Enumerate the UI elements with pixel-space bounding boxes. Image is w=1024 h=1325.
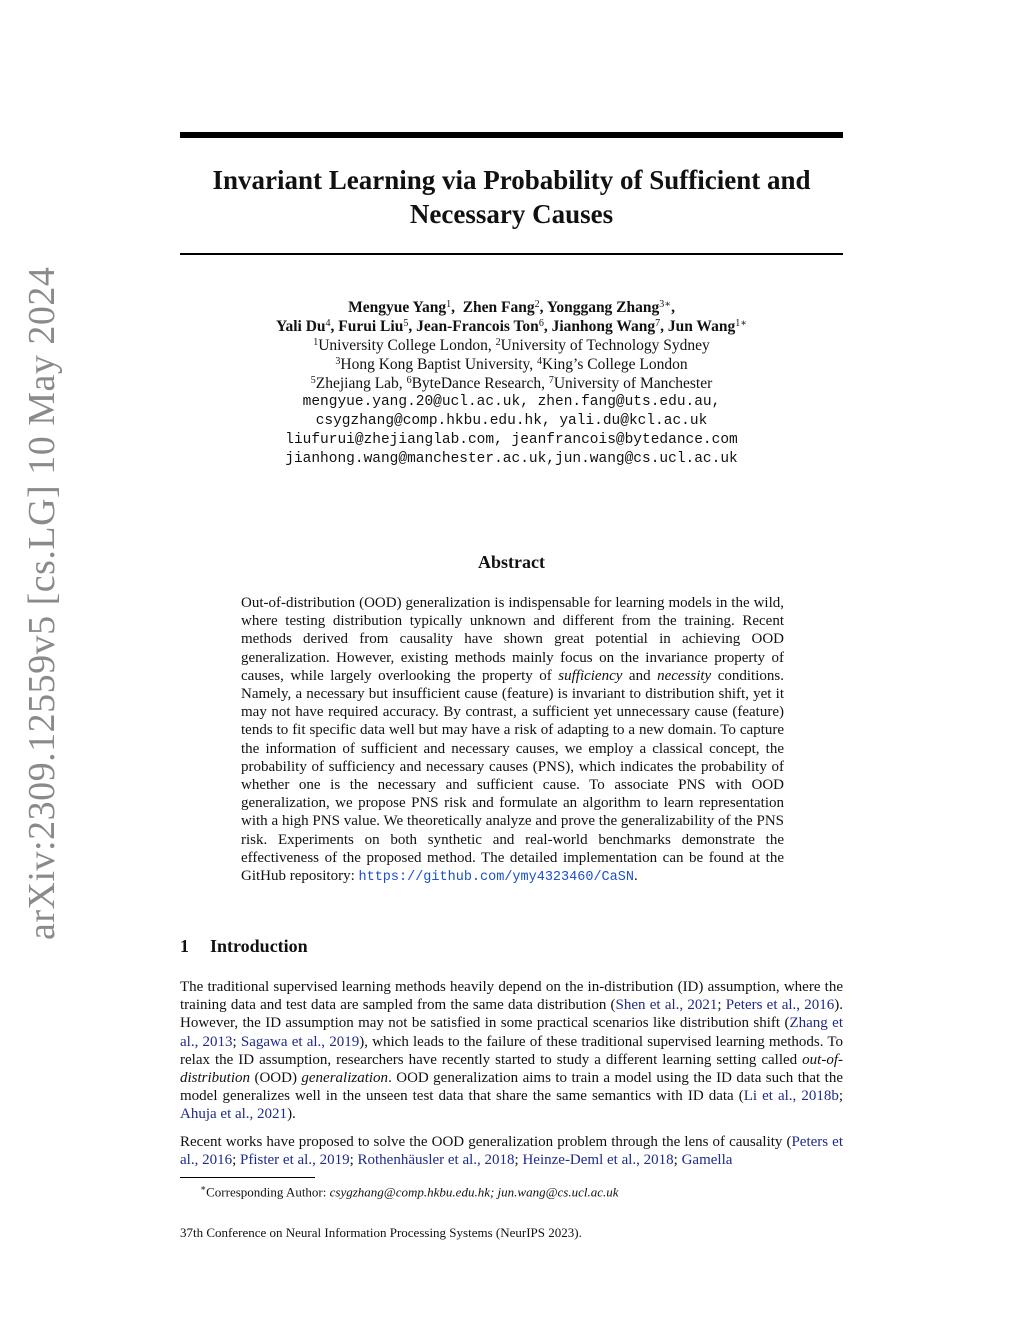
paragraph-text: The traditional supervised learning methods heavily depend on the in-distribution (ID) assumption, where the training data and test data are sampled from the same data distribution ( [180,979,843,1014]
citation-link[interactable]: Sagawa et al., 2019 [240,1033,360,1050]
title-line-2: Necessary Causes [409,199,614,229]
affiliation: ByteDance Research, [411,375,549,392]
email-line-3: liufurui@zhejianglab.com, jeanfrancois@bytedance.com [285,432,738,448]
author-name: Jianhong Wang [551,318,656,335]
arxiv-stamp: arXiv:2309.12559v5 [cs.LG] 10 May 2024 [21,266,63,940]
author-sup: 7 [655,318,661,329]
email-line-4: jianhong.wang@manchester.ac.uk,jun.wang@cs.ucl.ac.uk [285,451,738,467]
citation-link[interactable]: Pfister et al., 2019 [240,1152,350,1169]
author-name: Jean-Francois Ton [416,318,539,335]
citation-separator: ; [838,1088,843,1105]
author-line-2: Yali Du$^4$, Furui Liu$^5$, Jean-Francois Ton$^6$, Jianhong Wang$^7$, Jun Wang$^{1∗}$ [276,318,747,335]
author-name: Yali Du [276,318,326,335]
author-name: Jun Wang [667,318,736,335]
author-sup: 1∗ [735,318,747,329]
title-top-rule [180,132,843,138]
abstract-emphasis: necessity [657,667,712,684]
author-sup: 1 [446,299,452,310]
email-line-1: mengyue.yang.20@ucl.ac.uk, zhen.fang@uts.edu.au, [302,394,721,410]
affil-sup: 4 [537,356,543,367]
citation-link[interactable]: Rothenhäusler et al., 2018 [357,1152,515,1169]
affiliation: University College London, [318,337,496,354]
affiliation: Zhejiang Lab, [315,375,407,392]
citation-separator: ; [349,1152,358,1169]
affil-sup: 5 [310,375,316,386]
paragraph-emphasis: out-of-distribution [180,1051,843,1087]
affiliation-line-1 [180,336,843,355]
abstract-emphasis: sufficiency [558,667,623,684]
citation-link[interactable]: Peters et al., 2016 [180,1134,844,1169]
affiliation-line-2 [180,355,843,374]
abstract-text: conditions. Namely, a necessary but insufficient cause (feature) is invariant to distribution shift, yet it may not have required accuracy. By contrast, a sufficient yet unnecessary cause (feature) tends to fit specific data well but may have a risk of adapting to a new domain. To capture the information of sufficient and necessary causes, we employ a classical concept, the probability of sufficiency and necessary causes (PNS), which indicates the probability of whether one is the necessary and sufficient cause. To associate PNS with OOD generalization, we propose PNS risk and formulate an algorithm to learn representation with a high PNS value. We theoretically analyze and prove the generalizability of the PNS risk. Experiments on both synthetic and real-world benchmarks demonstrate the effectiveness of the proposed method. The detailed implementation can be found at the GitHub repository: [241,667,784,885]
footnote [200,1180,840,1200]
affil-sup: 6 [406,375,412,386]
citation-separator: ; [232,1152,240,1169]
affiliation-line-3 [180,374,843,393]
affiliation: University of Manchester [553,375,713,392]
citation-separator: ; [514,1152,523,1169]
affil-sup: 7 [548,375,554,386]
abstract-text: Out-of-distribution (OOD) generalization is indispensable for learning models in the wild, where testing distribution typically unknown and different from the training. Recent methods derived from causality have shown great potential in achieving OOD generalization. However, existing methods mainly focus on the invariance property of causes, while largely overlooking the property of [241,595,784,684]
paragraph-text: . OOD generalization aims to train a model using the ID data such that the model generalizes well in the unseen test data that share the same semantics with ID data ( [180,1070,843,1105]
author-name: Zhen Fang [462,299,535,316]
author-name: Furui Liu [338,318,404,335]
section-number: 1 [180,936,189,956]
citation-link[interactable]: Ahuja et al., 2021 [180,1106,288,1123]
intro-paragraph-2 [180,1133,843,1169]
abstract-text: and [622,667,658,684]
affil-sup: 3 [335,356,341,367]
paragraph-text: ), which leads to the failure of these traditional supervised learning methods. To relax the ID assumption, researchers have recently started to study a different learning setting called [180,1033,843,1068]
footnote-label: Corresponding Author: [206,1184,330,1200]
footnote-rule [180,1177,315,1178]
section-title: Introduction [210,936,308,956]
citation-link[interactable]: Heinze-Deml et al., 2018 [522,1152,674,1169]
paragraph-emphasis: generalization [301,1070,389,1087]
paragraph-text: Recent works have proposed to solve the OOD generalization problem through the lens of causality ( [180,1134,792,1150]
venue-note: 37th Conference on Neural Information Processing Systems (NeurIPS 2023). [180,1225,582,1240]
title-bottom-rule [180,253,843,255]
abstract-heading: Abstract [478,552,545,572]
paragraph-text: (OOD) [250,1070,302,1087]
intro-paragraph-1 [180,978,843,1124]
author-sup: 6 [538,318,544,329]
paragraph-text: ). However, the ID assumption may not be satisfied in some practical scenarios like distribution shift ( [180,997,844,1032]
citation-link[interactable]: Zhang et al., 2013 [180,1015,843,1050]
affiliation: University of Technology Sydney [500,337,710,354]
abstract-text: . [633,868,638,885]
author-block [180,298,843,469]
affiliation: King’s College London [542,356,688,373]
author-sup: 5 [403,318,409,329]
section-heading-introduction [180,936,308,957]
citation-link[interactable]: Peters et al., 2016 [725,997,835,1014]
footnote-mark: ∗ [200,1183,207,1193]
author-sup: 4 [325,318,331,329]
abstract-body [241,594,784,887]
citation-separator: ; [717,997,726,1014]
paragraph-text: ). [287,1106,296,1123]
author-line-1: Mengyue Yang$^1$, Zhen Fang$^2$, Yonggang Zhang$^{3∗}$, [348,299,675,316]
author-name: Mengyue Yang [348,299,447,316]
author-sup: 2 [534,299,540,310]
footnote-emails: csygzhang@comp.hkbu.edu.hk; jun.wang@cs.ucl.ac.uk [329,1184,619,1200]
email-line-2: csygzhang@comp.hkbu.edu.hk, yali.du@kcl.ac.uk [315,413,708,429]
citation-link[interactable]: Li et al., 2018b [743,1088,839,1105]
affil-sup: 2 [495,337,501,348]
author-name: Yonggang Zhang [546,299,660,316]
citation-separator: ; [673,1152,682,1169]
title-line-1: Invariant Learning via Probability of Sufficient and [212,165,811,195]
citation-separator: ; [232,1033,241,1050]
paper-title [180,163,843,231]
github-link[interactable]: https://github.com/ymy4323460/CaSN [358,870,634,886]
affiliation: Hong Kong Baptist University, [340,356,538,373]
citation-link[interactable]: Gamella [681,1152,733,1169]
citation-link[interactable]: Shen et al., 2021 [615,997,718,1014]
author-sup: 3∗ [659,299,672,310]
affil-sup: 1 [313,337,319,348]
